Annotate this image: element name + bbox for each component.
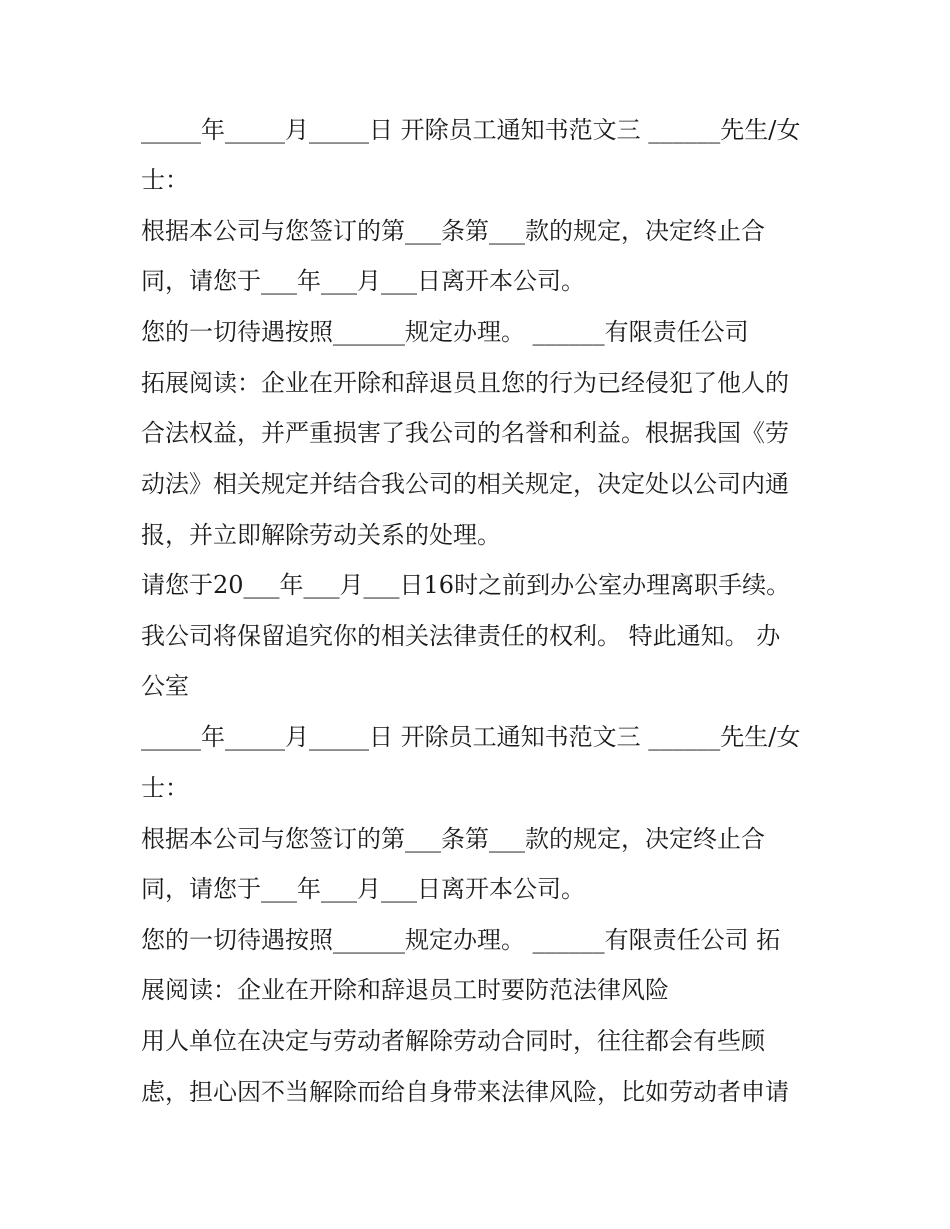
text-line: 根据本公司与您签订的第___条第___款的规定，决定终止合 [141,825,765,853]
text-line: 虑，担心因不当解除而给自身带来法律风险，比如劳动者申请 [141,1078,789,1106]
text-line: 拓展阅读：企业在开除和辞退员且您的行为已经侵犯了他人的 [141,369,789,397]
text-line: 合法权益，并严重损害了我公司的名誉和利益。根据我国《劳 [141,419,789,447]
text-line: 同，请您于___年___月___日离开本公司。 [141,267,585,295]
text-line: _____年_____月_____日 开除员工通知书范文三 ______先生/女 [141,723,801,751]
text-line: 您的一切待遇按照______规定办理。 ______有限责任公司 [141,318,749,346]
text-line: 动法》相关规定并结合我公司的相关规定，决定处以公司内通 [141,470,789,498]
text-line: 我公司将保留追究你的相关法律责任的权利。 特此通知。 办 [141,622,781,650]
text-line: 士： [141,166,189,194]
text-line: 根据本公司与您签订的第___条第___款的规定，决定终止合 [141,217,765,245]
text-line: 您的一切待遇按照______规定办理。 ______有限责任公司 拓 [141,926,781,954]
text-line: 展阅读：企业在开除和辞退员工时要防范法律风险 [141,976,669,1004]
text-line: 公室 [141,672,189,700]
text-line: 同，请您于___年___月___日离开本公司。 [141,875,585,903]
text-line: 士： [141,774,189,802]
text-line: 报，并立即解除劳动关系的处理。 [141,521,501,549]
text-line: 请您于20___年___月___日16时之前到办公室办理离职手续。 [141,571,791,599]
text-line: _____年_____月_____日 开除员工通知书范文三 ______先生/女 [141,116,801,144]
text-line: 用人单位在决定与劳动者解除劳动合同时，往往都会有些顾 [141,1027,765,1055]
